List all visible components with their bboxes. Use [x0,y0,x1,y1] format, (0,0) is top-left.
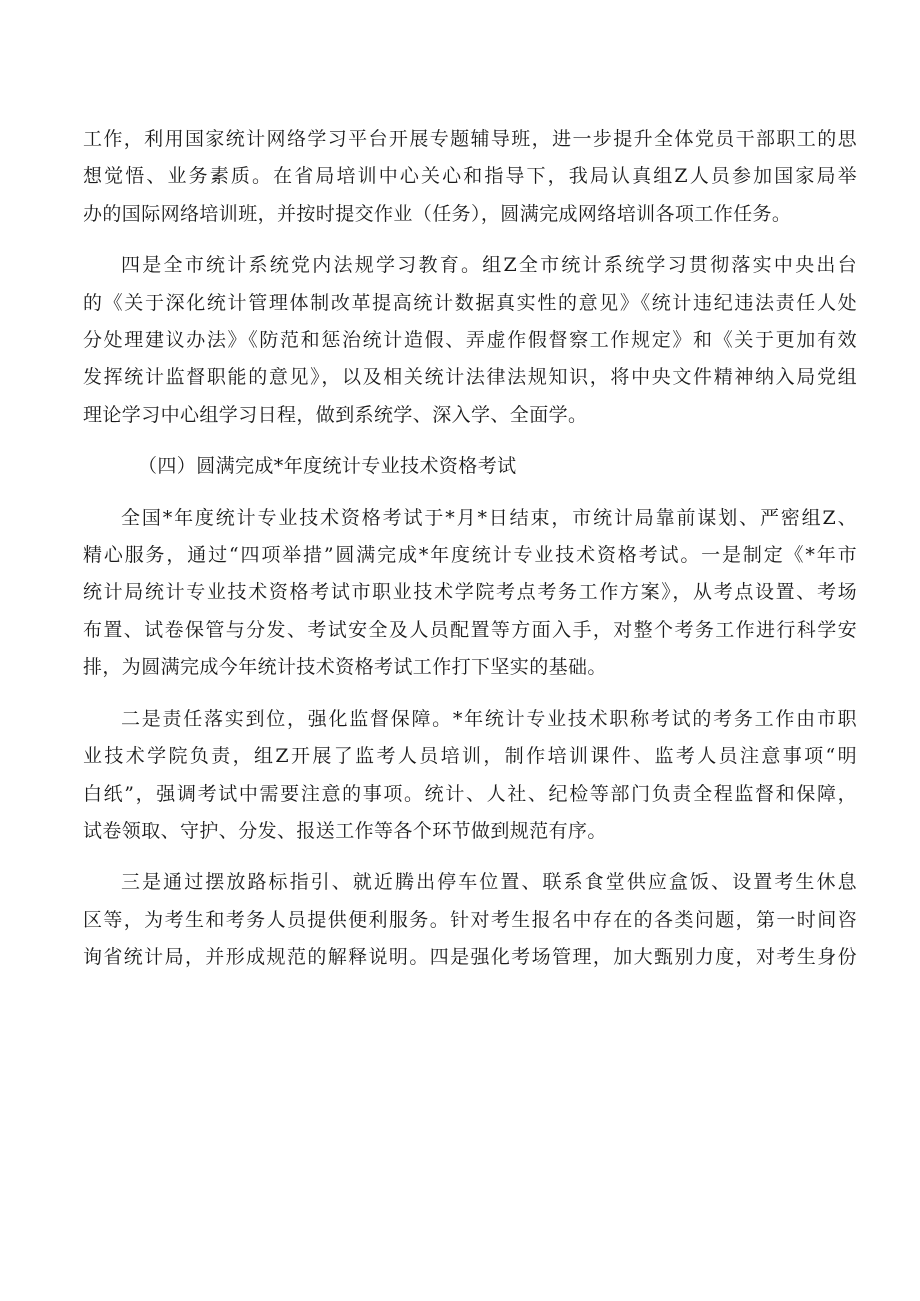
paragraph-training-continuation [83,121,857,233]
text-line: 布置、试卷保管与分发、考试安全及人员配置等方面入手，对整个考务工作进行科学安 [83,618,857,641]
text-line: 发挥统计监督职能的意见》，以及相关统计法律法规知识，将中央文件精神纳入局党组 [83,366,857,389]
text-line: 理论学习中心组学习日程，做到系统学、深入学、全面学。 [83,403,588,426]
text-line: 试卷领取、守护、分发、报送工作等各个环节做到规范有序。 [83,819,607,842]
paragraph-services [83,864,857,976]
text-line: 办的国际网络培训班，并按时提交作业（任务），圆满完成网络培训各项工作任务。 [83,202,792,225]
paragraph-regulation-study [83,247,857,434]
document-body [83,121,857,977]
text-line: 二是责任落实到位，强化监督保障。*年统计专业技术职称考试的考务工作由市职 [121,707,857,730]
text-line: 全国*年度统计专业技术资格考试于*月*日结束，市统计局靠前谋划、严密组Z、 [121,506,857,529]
text-line: 排，为圆满完成今年统计技术资格考试工作打下坚实的基础。 [83,656,607,679]
text-line: 区等，为考生和考务人员提供便利服务。针对考生报名中存在的各类问题，第一时间咨 [83,908,857,931]
paragraph-responsibility [83,701,857,851]
section-heading-text: （四）圆满完成*年度统计专业技术资格考试 [138,455,517,478]
section-heading [83,448,857,485]
paragraph-exam-overview [83,500,857,687]
text-line: 的《关于深化统计管理体制改革提高统计数据真实性的意见》《统计违纪违法责任人处 [83,291,857,314]
text-line: 询省统计局，并形成规范的解释说明。四是强化考场管理，加大甄别力度，对考生身份 [83,946,857,969]
text-line: 白纸”，强调考试中需要注意的事项。统计、人社、纪检等部门负责全程监督和保障， [83,782,857,805]
text-line: 工作，利用国家统计网络学习平台开展专题辅导班，进一步提升全体党员干部职工的思 [83,128,857,150]
text-line: 精心服务，通过“四项举措”圆满完成*年度统计专业技术资格考试。一是制定《*年市 [83,544,857,567]
text-line: 三是通过摆放路标指引、就近腾出停车位置、联系食堂供应盒饭、设置考生休息 [121,871,857,894]
text-line: 分处理建议办法》《防范和惩治统计造假、弄虚作假督察工作规定》和《关于更加有效 [83,329,857,352]
text-line: 业技术学院负责，组Z开展了监考人员培训，制作培训课件、监考人员注意事项“明 [83,745,857,768]
text-line: 四是全市统计系统党内法规学习教育。组Z全市统计系统学习贯彻落实中央出台 [121,254,857,277]
text-line: 统计局统计专业技术资格考试市职业技术学院考点考务工作方案》，从考点设置、考场 [83,581,857,604]
text-line: 想觉悟、业务素质。在省局培训中心关心和指导下，我局认真组Z人员参加国家局举 [83,165,857,188]
